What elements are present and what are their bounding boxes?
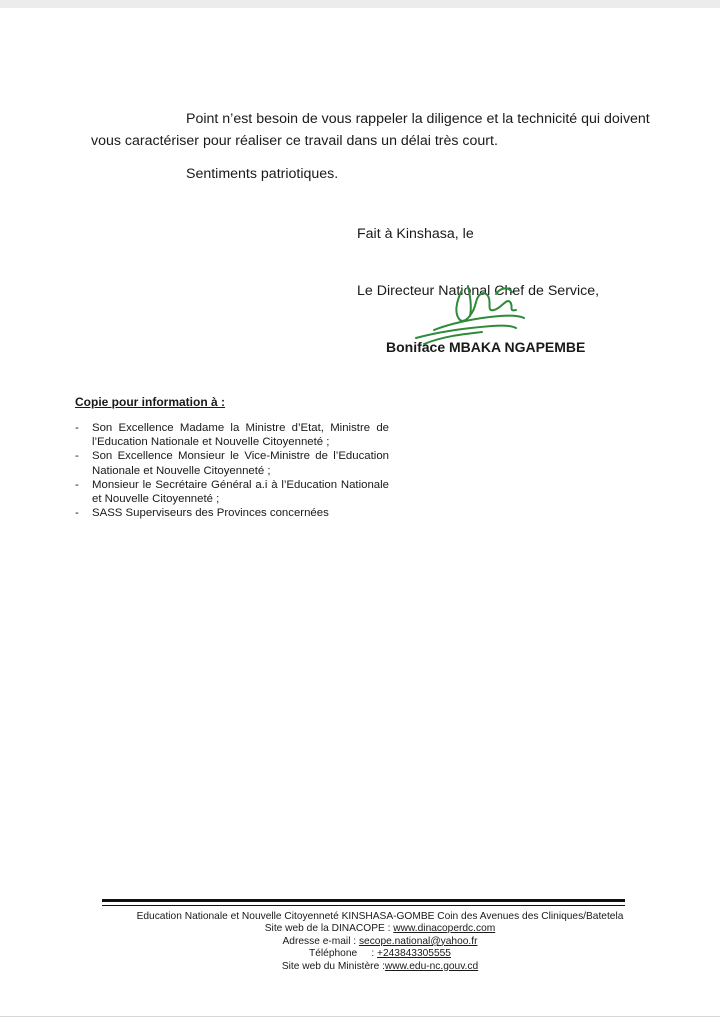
phone-number: +243843305555	[377, 948, 451, 960]
scan-bottom-edge	[0, 1016, 720, 1017]
scan-top-border	[0, 0, 720, 8]
footer-divider-thin	[102, 905, 625, 906]
copy-heading: Copie pour information à :	[75, 395, 225, 409]
body-paragraph: Point n’est besoin de vous rappeler la diligence et la technicité qui doivent vous caractériser pour réaliser ce travail dans un délai très court.	[91, 111, 650, 149]
website-link[interactable]: www.dinacoperdc.com	[393, 923, 496, 935]
place-date: Fait à Kinshasa, le	[357, 226, 474, 242]
footer-phone-line: Téléphone : +243843305555	[309, 948, 451, 960]
list-item: - Monsieur le Secrétaire Général a.i à l’Education Nationale et Nouvelle Citoyenneté ;	[75, 478, 389, 506]
signatory-name: Boniface MBAKA NGAPEMBE	[386, 339, 586, 355]
footer-website-line: Site web de la DINACOPE : www.dinacoperdc.com	[264, 923, 496, 935]
footer-divider	[102, 899, 625, 902]
letterhead-footer	[102, 911, 658, 973]
email-link[interactable]: secope.national@yahoo.fr	[358, 935, 478, 947]
footer-ministry-line: Site web du Ministère :www.edu-nc.gouv.cd	[281, 960, 479, 972]
handwritten-signature	[404, 272, 534, 352]
signatory-title: Le Directeur National Chef de Service,	[357, 283, 600, 299]
footer-address: Education Nationale et Nouvelle Citoyenneté KINSHASA-GOMBE Coin des Avenues des Cliniques/Batetela	[136, 911, 624, 922]
copy-list	[75, 421, 389, 520]
closing-salutation: Sentiments patriotiques.	[186, 166, 339, 182]
list-item: - Son Excellence Madame la Ministre d’Etat, Ministre de l’Education Nationale et Nouvelle Citoyenneté ;	[75, 422, 389, 449]
list-item: - Son Excellence Monsieur le Vice-Ministre de l’Education Nationale et Nouvelle Citoyenneté ;	[75, 450, 389, 477]
ministry-website-link[interactable]: www.edu-nc.gouv.cd	[384, 960, 479, 972]
footer-email-line: Adresse e-mail : secope.national@yahoo.fr	[282, 935, 478, 947]
list-item: - SASS Superviseurs des Provinces concernées	[75, 507, 329, 520]
